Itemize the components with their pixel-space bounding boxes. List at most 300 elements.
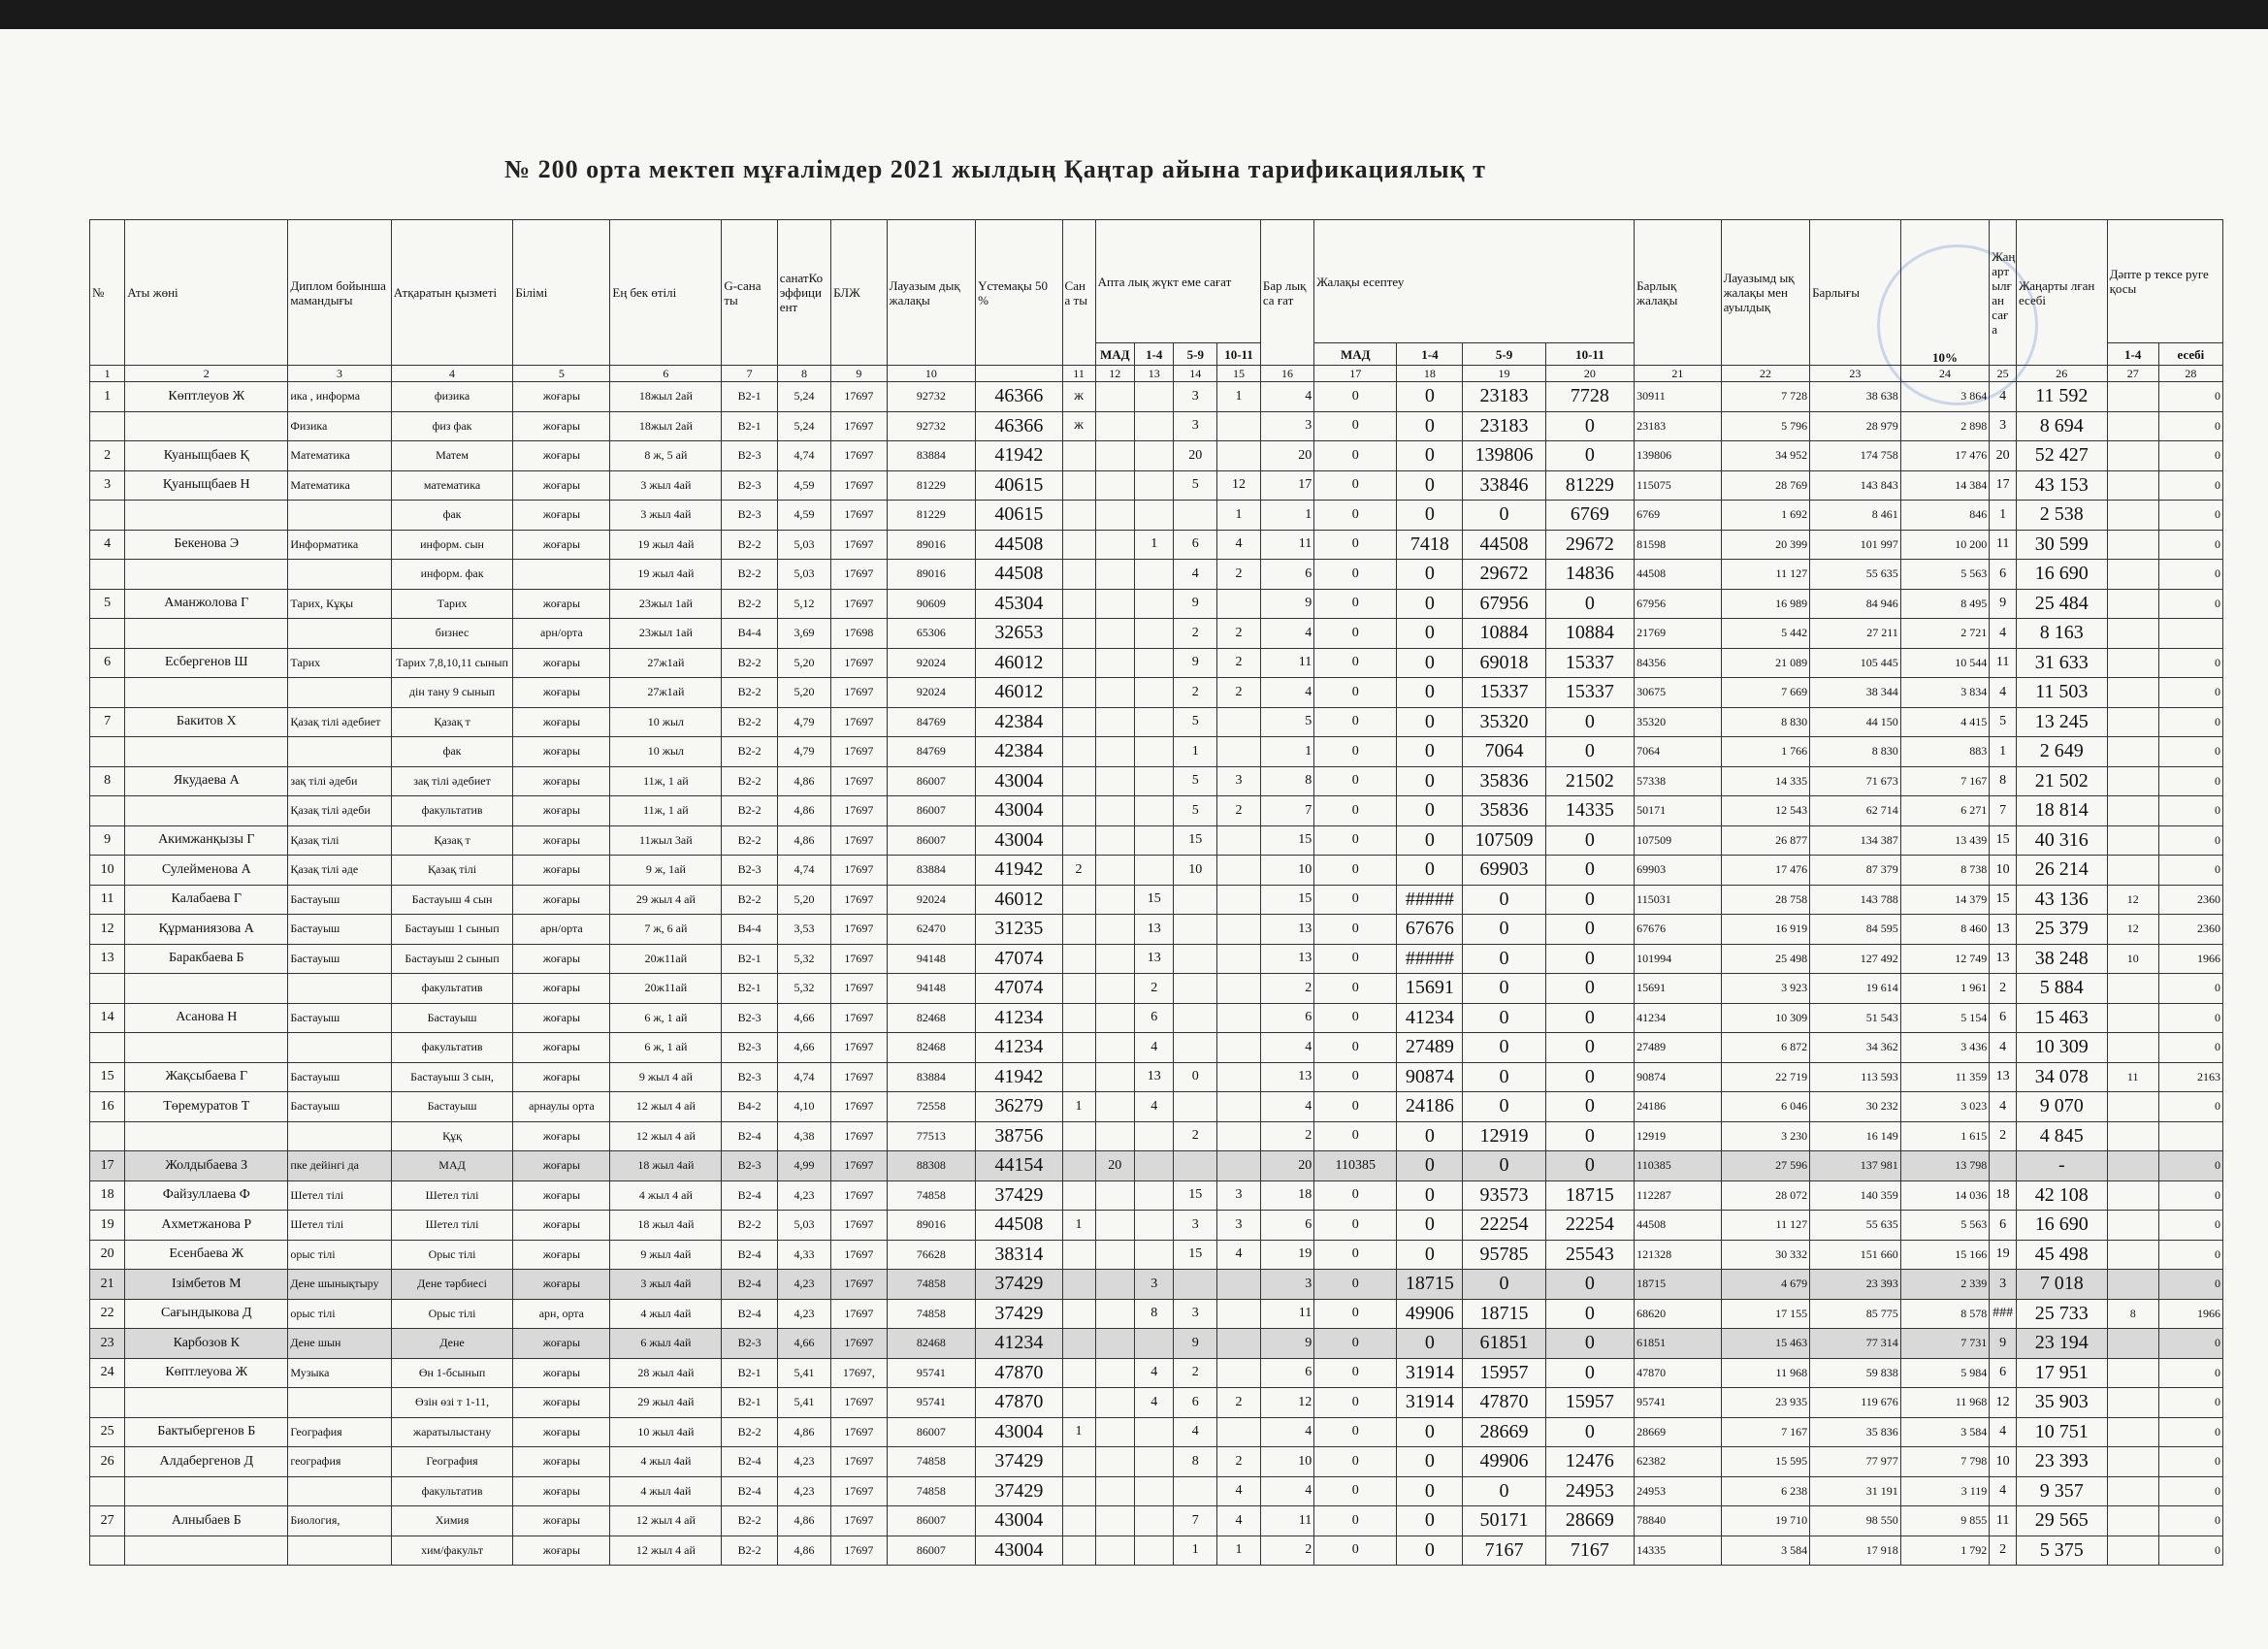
cell-sa xyxy=(1062,589,1095,619)
cell-s: 90609 xyxy=(887,589,976,619)
cell-p1011: 15957 xyxy=(1545,1388,1635,1418)
cell-d14 xyxy=(2107,441,2158,471)
cell-sa xyxy=(1062,1033,1095,1063)
cell-h14: 3 xyxy=(1174,411,1217,441)
cell-je: 18 814 xyxy=(2016,796,2107,826)
cell-name xyxy=(125,411,288,441)
cell-la: 11 127 xyxy=(1721,1211,1810,1241)
cell-tot: 21769 xyxy=(1635,619,1721,649)
cell-d14 xyxy=(2107,1092,2158,1122)
cell-exp: 6 ж, 1 ай xyxy=(610,1003,722,1033)
cell-edu: жоғары xyxy=(513,766,610,796)
cell-sa xyxy=(1062,501,1095,531)
cell-h16: 3 xyxy=(1260,411,1313,441)
cell-h13 xyxy=(1135,1151,1174,1181)
cell-je: 25 733 xyxy=(2016,1299,2107,1329)
cell-exp: 29 жыл 4 ай xyxy=(610,885,722,915)
cell-bar: 28 979 xyxy=(1810,411,1901,441)
cell-bar: 8 461 xyxy=(1810,501,1901,531)
cell-p14: 0 xyxy=(1397,678,1463,708)
table-row xyxy=(90,1329,2223,1359)
cell-d14 xyxy=(2107,1506,2158,1536)
cell-g: В2-2 xyxy=(722,1536,777,1566)
cell-s: 86007 xyxy=(887,1536,976,1566)
cell-sa xyxy=(1062,1447,1095,1477)
cell-name xyxy=(125,796,288,826)
cell-h14 xyxy=(1174,1003,1217,1033)
cell-edu: жоғары xyxy=(513,1003,610,1033)
cell-pos: Дене тәрбиесі xyxy=(391,1270,513,1300)
cell-h15 xyxy=(1217,974,1261,1004)
cell-h12 xyxy=(1095,678,1134,708)
cell-h14: 7 xyxy=(1174,1506,1217,1536)
cell-b: 17697 xyxy=(831,501,887,531)
cell-dip xyxy=(288,1033,391,1063)
cell-p1011: 6769 xyxy=(1545,501,1635,531)
cell-p14: 0 xyxy=(1397,737,1463,767)
cell-pos: Матем xyxy=(391,441,513,471)
cell-b: 17697 xyxy=(831,560,887,590)
cell-g: В2-2 xyxy=(722,530,777,560)
column-number: 9 xyxy=(831,366,887,382)
cell-p59: 15957 xyxy=(1463,1358,1545,1388)
cell-bar: 71 673 xyxy=(1810,766,1901,796)
cell-h12 xyxy=(1095,1388,1134,1418)
cell-d14 xyxy=(2107,470,2158,501)
cell-edu: жоғары xyxy=(513,974,610,1004)
cell-mad: 0 xyxy=(1314,619,1397,649)
cell-de: 0 xyxy=(2158,441,2222,471)
cell-d14 xyxy=(2107,619,2158,649)
cell-h14: 3 xyxy=(1174,1299,1217,1329)
cell-la: 16 919 xyxy=(1721,915,1810,945)
cell-no: 23 xyxy=(90,1329,125,1359)
cell-mad: 0 xyxy=(1314,915,1397,945)
cell-p59: 0 xyxy=(1463,501,1545,531)
cell-h12 xyxy=(1095,1506,1134,1536)
cell-h14: 5 xyxy=(1174,470,1217,501)
cell-p1011: 28669 xyxy=(1545,1506,1635,1536)
cell-bar: 143 788 xyxy=(1810,885,1901,915)
cell-sa xyxy=(1062,974,1095,1004)
cell-h16: 8 xyxy=(1260,766,1313,796)
cell-d14 xyxy=(2107,1240,2158,1270)
cell-edu: жоғары xyxy=(513,589,610,619)
cell-p1011: 24953 xyxy=(1545,1476,1635,1506)
cell-dip xyxy=(288,1388,391,1418)
cell-pct: 3 119 xyxy=(1900,1476,1990,1506)
cell-h16: 1 xyxy=(1260,737,1313,767)
cell-u: 43004 xyxy=(976,1536,1062,1566)
cell-dip xyxy=(288,678,391,708)
cell-edu: арн, орта xyxy=(513,1299,610,1329)
cell-edu: жоғары xyxy=(513,856,610,886)
cell-la: 5 442 xyxy=(1721,619,1810,649)
cell-h13 xyxy=(1135,589,1174,619)
cell-d14 xyxy=(2107,530,2158,560)
cell-dip: зақ тілі әдеби xyxy=(288,766,391,796)
cell-la: 19 710 xyxy=(1721,1506,1810,1536)
cell-h13 xyxy=(1135,1240,1174,1270)
cell-name: Аманжолова Г xyxy=(125,589,288,619)
cell-k: 5,03 xyxy=(777,560,830,590)
cell-p14: 0 xyxy=(1397,825,1463,856)
cell-p14: 67676 xyxy=(1397,915,1463,945)
cell-pct: 11 359 xyxy=(1900,1062,1990,1092)
cell-la: 28 758 xyxy=(1721,885,1810,915)
cell-g: В2-2 xyxy=(722,560,777,590)
cell-h13: 15 xyxy=(1135,885,1174,915)
cell-bar: 51 543 xyxy=(1810,1003,1901,1033)
cell-mad: 0 xyxy=(1314,1447,1397,1477)
cell-la: 8 830 xyxy=(1721,707,1810,737)
cell-name xyxy=(125,678,288,708)
cell-h16: 20 xyxy=(1260,441,1313,471)
cell-no: 21 xyxy=(90,1270,125,1300)
cell-la: 20 399 xyxy=(1721,530,1810,560)
cell-pos: Қазақ тілі xyxy=(391,856,513,886)
cell-d14 xyxy=(2107,1388,2158,1418)
cell-bar: 38 344 xyxy=(1810,678,1901,708)
cell-b: 17697 xyxy=(831,1536,887,1566)
cell-s: 86007 xyxy=(887,1417,976,1447)
cell-pct: 883 xyxy=(1900,737,1990,767)
cell-p14: 0 xyxy=(1397,856,1463,886)
cell-mad: 0 xyxy=(1314,1240,1397,1270)
cell-sa xyxy=(1062,707,1095,737)
table-row xyxy=(90,737,2223,767)
cell-tot: 6769 xyxy=(1635,501,1721,531)
cell-b: 17697 xyxy=(831,1092,887,1122)
cell-pct: 8 460 xyxy=(1900,915,1990,945)
cell-tot: 35320 xyxy=(1635,707,1721,737)
cell-s: 81229 xyxy=(887,501,976,531)
cell-h14: 5 xyxy=(1174,766,1217,796)
cell-mad: 0 xyxy=(1314,1270,1397,1300)
cell-bar: 16 149 xyxy=(1810,1121,1901,1151)
cell-d14 xyxy=(2107,1358,2158,1388)
cell-p1011: 0 xyxy=(1545,1062,1635,1092)
cell-p59: 23183 xyxy=(1463,382,1545,412)
cell-h12: 20 xyxy=(1095,1151,1134,1181)
cell-j: 7 xyxy=(1990,796,2017,826)
cell-de: 0 xyxy=(2158,470,2222,501)
col-renewed-calc: Жаңарты лған есебі xyxy=(2016,220,2107,366)
cell-k: 5,32 xyxy=(777,974,830,1004)
cell-pos: Шетел тілі xyxy=(391,1180,513,1211)
cell-tot: 69903 xyxy=(1635,856,1721,886)
cell-u: 43004 xyxy=(976,766,1062,796)
cell-p1011: 18715 xyxy=(1545,1180,1635,1211)
cell-exp: 9 жыл 4 ай xyxy=(610,1062,722,1092)
cell-h14: 2 xyxy=(1174,678,1217,708)
cell-je: 43 136 xyxy=(2016,885,2107,915)
cell-h13 xyxy=(1135,1211,1174,1241)
cell-dip xyxy=(288,619,391,649)
tarification-table-wrapper xyxy=(89,219,2223,1566)
cell-k: 4,23 xyxy=(777,1270,830,1300)
cell-k: 3,53 xyxy=(777,915,830,945)
cell-b: 17697 xyxy=(831,915,887,945)
cell-pct: 2 721 xyxy=(1900,619,1990,649)
cell-je: 29 565 xyxy=(2016,1506,2107,1536)
column-number: 2 xyxy=(125,366,288,382)
cell-d14 xyxy=(2107,1447,2158,1477)
cell-k: 3,69 xyxy=(777,619,830,649)
cell-pct: 3 864 xyxy=(1900,382,1990,412)
cell-de: 0 xyxy=(2158,1270,2222,1300)
cell-sa xyxy=(1062,1151,1095,1181)
cell-exp: 3 жыл 4ай xyxy=(610,1270,722,1300)
cell-p59: 0 xyxy=(1463,885,1545,915)
cell-h15: 4 xyxy=(1217,1476,1261,1506)
cell-p59: 107509 xyxy=(1463,825,1545,856)
cell-je: 9 070 xyxy=(2016,1092,2107,1122)
cell-p59: 28669 xyxy=(1463,1417,1545,1447)
cell-h15: 12 xyxy=(1217,470,1261,501)
cell-sa xyxy=(1062,944,1095,974)
column-number: 26 xyxy=(2016,366,2107,382)
cell-la: 14 335 xyxy=(1721,766,1810,796)
cell-h15 xyxy=(1217,1062,1261,1092)
cell-d14: 8 xyxy=(2107,1299,2158,1329)
cell-pct: 4 415 xyxy=(1900,707,1990,737)
cell-mad: 0 xyxy=(1314,1121,1397,1151)
cell-u: 44508 xyxy=(976,1211,1062,1241)
cell-b: 17698 xyxy=(831,619,887,649)
cell-no xyxy=(90,560,125,590)
column-number: 1 xyxy=(90,366,125,382)
cell-b: 17697 xyxy=(831,944,887,974)
cell-h16: 2 xyxy=(1260,1121,1313,1151)
cell-h14 xyxy=(1174,974,1217,1004)
cell-s: 83884 xyxy=(887,441,976,471)
cell-h15: 2 xyxy=(1217,796,1261,826)
cell-pct: 12 749 xyxy=(1900,944,1990,974)
cell-h13: 4 xyxy=(1135,1358,1174,1388)
cell-je: 26 214 xyxy=(2016,856,2107,886)
cell-no: 12 xyxy=(90,915,125,945)
cell-mad: 0 xyxy=(1314,589,1397,619)
cell-h16: 15 xyxy=(1260,885,1313,915)
cell-p59: 0 xyxy=(1463,1062,1545,1092)
cell-no xyxy=(90,1121,125,1151)
cell-p14: 18715 xyxy=(1397,1270,1463,1300)
cell-g: В2-2 xyxy=(722,737,777,767)
cell-pos: Орыс тілі xyxy=(391,1299,513,1329)
table-row xyxy=(90,915,2223,945)
cell-de: 1966 xyxy=(2158,1299,2222,1329)
cell-h14: 15 xyxy=(1174,825,1217,856)
cell-k: 5,12 xyxy=(777,589,830,619)
cell-b: 17697 xyxy=(831,678,887,708)
cell-j: 8 xyxy=(1990,766,2017,796)
cell-tot: 27489 xyxy=(1635,1033,1721,1063)
cell-pos: Тарих xyxy=(391,589,513,619)
cell-je: 8 694 xyxy=(2016,411,2107,441)
table-row xyxy=(90,1240,2223,1270)
cell-pct: 3 834 xyxy=(1900,678,1990,708)
cell-bar: 17 918 xyxy=(1810,1536,1901,1566)
cell-pos: Бастауыш 4 сын xyxy=(391,885,513,915)
cell-sa: 1 xyxy=(1062,1092,1095,1122)
cell-h12 xyxy=(1095,648,1134,678)
cell-h13: 4 xyxy=(1135,1388,1174,1418)
cell-exp: 19 жыл 4ай xyxy=(610,560,722,590)
cell-u: 44508 xyxy=(976,530,1062,560)
cell-p14: 90874 xyxy=(1397,1062,1463,1092)
cell-pct: 1 615 xyxy=(1900,1121,1990,1151)
cell-d14 xyxy=(2107,1417,2158,1447)
cell-g: В2-2 xyxy=(722,678,777,708)
cell-p1011: 0 xyxy=(1545,1121,1635,1151)
cell-h14: 15 xyxy=(1174,1240,1217,1270)
cell-je: 23 194 xyxy=(2016,1329,2107,1359)
cell-bar: 8 830 xyxy=(1810,737,1901,767)
cell-pos: дін тану 9 сынып xyxy=(391,678,513,708)
col-gcat: G-сана ты xyxy=(722,220,777,366)
cell-bar: 113 593 xyxy=(1810,1062,1901,1092)
cell-p59: 0 xyxy=(1463,974,1545,1004)
cell-u: 46366 xyxy=(976,411,1062,441)
cell-d14 xyxy=(2107,411,2158,441)
cell-h15: 2 xyxy=(1217,678,1261,708)
cell-h13 xyxy=(1135,856,1174,886)
cell-j: 5 xyxy=(1990,707,2017,737)
cell-de: 0 xyxy=(2158,589,2222,619)
cell-p59: 7167 xyxy=(1463,1536,1545,1566)
cell-sa xyxy=(1062,560,1095,590)
cell-p14: 0 xyxy=(1397,411,1463,441)
cell-no: 22 xyxy=(90,1299,125,1329)
cell-no xyxy=(90,501,125,531)
cell-dip: Қазақ тілі xyxy=(288,825,391,856)
cell-s: 83884 xyxy=(887,1062,976,1092)
cell-pct: 1 792 xyxy=(1900,1536,1990,1566)
cell-pct: 846 xyxy=(1900,501,1990,531)
cell-je: 31 633 xyxy=(2016,648,2107,678)
cell-g: В2-2 xyxy=(722,885,777,915)
table-row xyxy=(90,1062,2223,1092)
tarification-table xyxy=(89,219,2223,1566)
cell-p14: 27489 xyxy=(1397,1033,1463,1063)
cell-name: Есбергенов Ш xyxy=(125,648,288,678)
cell-k: 4,86 xyxy=(777,825,830,856)
cell-mad: 0 xyxy=(1314,766,1397,796)
cell-h13 xyxy=(1135,1506,1174,1536)
cell-no: 17 xyxy=(90,1151,125,1181)
column-number: 20 xyxy=(1545,366,1635,382)
cell-g: В2-2 xyxy=(722,1506,777,1536)
cell-u: 46012 xyxy=(976,648,1062,678)
cell-mad: 0 xyxy=(1314,1211,1397,1241)
cell-edu: жоғары xyxy=(513,944,610,974)
cell-d14 xyxy=(2107,560,2158,590)
cell-h14 xyxy=(1174,944,1217,974)
column-number: 25 xyxy=(1990,366,2017,382)
cell-bar: 19 614 xyxy=(1810,974,1901,1004)
cell-de: 0 xyxy=(2158,560,2222,590)
cell-p59: 22254 xyxy=(1463,1211,1545,1241)
cell-exp: 9 жыл 4ай xyxy=(610,1240,722,1270)
cell-edu: жоғары xyxy=(513,1388,610,1418)
cell-name: Алныбаев Б xyxy=(125,1506,288,1536)
cell-d14 xyxy=(2107,1270,2158,1300)
cell-mad: 0 xyxy=(1314,382,1397,412)
cell-h12 xyxy=(1095,1240,1134,1270)
col-coef: санатКо эффици ент xyxy=(777,220,830,366)
cell-p1011: 0 xyxy=(1545,441,1635,471)
cell-la: 7 728 xyxy=(1721,382,1810,412)
cell-name: Акимжанқызы Г xyxy=(125,825,288,856)
cell-tot: 67956 xyxy=(1635,589,1721,619)
cell-p1011: 10884 xyxy=(1545,619,1635,649)
cell-name xyxy=(125,737,288,767)
cell-p59: 35836 xyxy=(1463,766,1545,796)
cell-j: 6 xyxy=(1990,1358,2017,1388)
cell-h15: 3 xyxy=(1217,1180,1261,1211)
cell-bar: 101 997 xyxy=(1810,530,1901,560)
cell-edu: жоғары xyxy=(513,441,610,471)
cell-pos: Бастауыш 3 сын, xyxy=(391,1062,513,1092)
cell-s: 95741 xyxy=(887,1358,976,1388)
table-row xyxy=(90,530,2223,560)
table-row xyxy=(90,470,2223,501)
cell-no: 3 xyxy=(90,470,125,501)
cell-k: 4,86 xyxy=(777,1417,830,1447)
cell-s: 86007 xyxy=(887,766,976,796)
cell-mad: 0 xyxy=(1314,1003,1397,1033)
cell-j: 4 xyxy=(1990,382,2017,412)
cell-no: 13 xyxy=(90,944,125,974)
col-diploma: Диплом бойынша мамандығы xyxy=(288,220,391,366)
cell-dip xyxy=(288,1536,391,1566)
cell-p59: 15337 xyxy=(1463,678,1545,708)
cell-dip: Информатика xyxy=(288,530,391,560)
cell-sa xyxy=(1062,1240,1095,1270)
cell-sa xyxy=(1062,678,1095,708)
cell-sa xyxy=(1062,648,1095,678)
cell-p1011: 0 xyxy=(1545,1299,1635,1329)
cell-b: 17697 xyxy=(831,1476,887,1506)
cell-sa xyxy=(1062,441,1095,471)
cell-h16: 6 xyxy=(1260,1358,1313,1388)
cell-pos: География xyxy=(391,1447,513,1477)
cell-h16: 6 xyxy=(1260,1003,1313,1033)
cell-tot: 101994 xyxy=(1635,944,1721,974)
cell-p14: 0 xyxy=(1397,1211,1463,1241)
cell-p1011: 0 xyxy=(1545,1358,1635,1388)
cell-mad: 0 xyxy=(1314,1329,1397,1359)
cell-de: 0 xyxy=(2158,856,2222,886)
cell-mad: 0 xyxy=(1314,796,1397,826)
cell-d14 xyxy=(2107,825,2158,856)
cell-la: 28 072 xyxy=(1721,1180,1810,1211)
cell-name: Бакитов Х xyxy=(125,707,288,737)
cell-exp: 9 ж, 1ай xyxy=(610,856,722,886)
cell-pct: 3 584 xyxy=(1900,1417,1990,1447)
cell-exp: 18 жыл 4ай xyxy=(610,1211,722,1241)
col-total-hours: Бар лық са ғат xyxy=(1260,220,1313,366)
cell-pos: Құқ xyxy=(391,1121,513,1151)
cell-p59: 0 xyxy=(1463,1151,1545,1181)
cell-s: 92732 xyxy=(887,411,976,441)
cell-s: 82468 xyxy=(887,1003,976,1033)
cell-tot: 110385 xyxy=(1635,1151,1721,1181)
cell-dip: Тарих xyxy=(288,648,391,678)
table-row xyxy=(90,1388,2223,1418)
cell-h16: 9 xyxy=(1260,589,1313,619)
